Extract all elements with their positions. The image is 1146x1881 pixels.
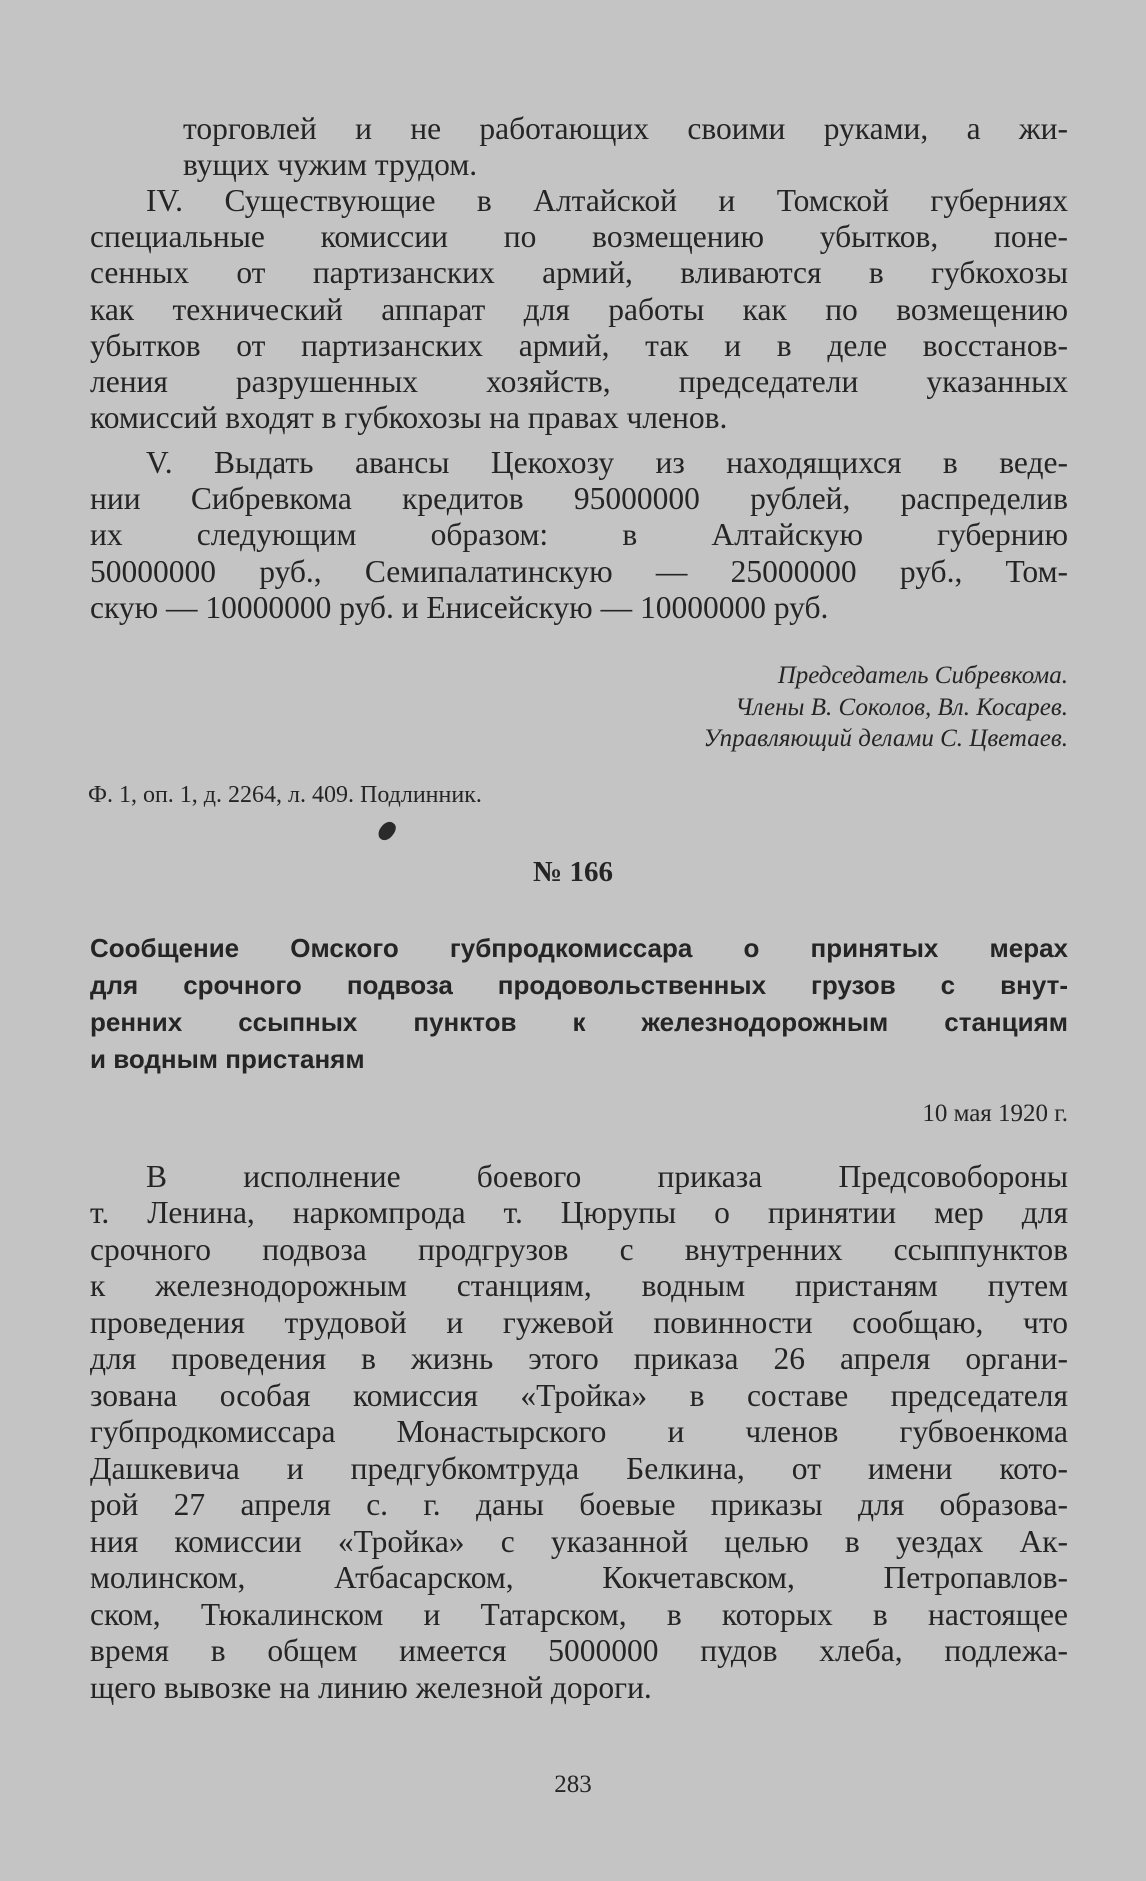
text-line: Дашкевича и предгубкомтруда Белкина, от имени кото- xyxy=(90,1451,1068,1486)
text-line: зована особая комиссия «Тройка» в составе председателя xyxy=(90,1378,1068,1413)
text-line: рой 27 апреля с. г. даны боевые приказы для образова- xyxy=(90,1487,1068,1522)
text-line: комиссий входят в губкохозы на правах членов. xyxy=(90,400,728,435)
document-date: 10 мая 1920 г. xyxy=(922,1100,1068,1127)
heading-line: ренних ссыпных пунктов к железнодорожным станциям xyxy=(90,1007,1068,1037)
text-line: скую — 10000000 руб. и Енисейскую — 10000000 руб. xyxy=(90,590,829,625)
text-line: время в общем имеется 5000000 пудов хлеба, подлежа- xyxy=(90,1633,1068,1668)
heading-line: Сообщение Омского губпродкомиссара о принятых мерах xyxy=(90,933,1068,963)
page-number: 283 xyxy=(554,1771,592,1798)
text-line: ления разрушенных хозяйств, председатели указанных xyxy=(90,364,1068,399)
text-line: к железнодорожным станциям, водным пристаням путем xyxy=(90,1268,1068,1303)
text-line: сенных от партизанских армий, вливаются в губкохозы xyxy=(90,255,1068,290)
text-line: вущих чужим трудом. xyxy=(183,147,478,182)
text-line: проведения трудовой и гужевой повинности сообщаю, что xyxy=(90,1305,1068,1340)
signature-line: Председатель Сибревкома. xyxy=(777,662,1068,689)
text-line: ния комиссии «Тройка» с указанной целью в уездах Ак- xyxy=(90,1524,1068,1559)
heading-line: и водным пристаням xyxy=(90,1044,365,1074)
text-line: губпродкомиссара Монастырского и членов губвоенкома xyxy=(90,1414,1068,1449)
text-line: молинском, Атбасарском, Кокчетавском, Петропавлов- xyxy=(90,1560,1068,1595)
text-line: ском, Тюкалинском и Татарском, в которых в настоящее xyxy=(90,1597,1068,1632)
heading-line: для срочного подвоза продовольственных грузов с внут- xyxy=(90,970,1068,1000)
text-line: специальные комиссии по возмещению убытков, поне- xyxy=(90,219,1068,254)
text-line: срочного подвоза продгрузов с внутренних ссыппунктов xyxy=(90,1232,1068,1267)
document-number: № 166 xyxy=(533,856,613,888)
text-line: торговлей и не работающих своими руками, а жи- xyxy=(183,111,1068,146)
text-line: щего вывозке на линию железной дороги. xyxy=(90,1670,652,1705)
text-line: как технический аппарат для работы как по возмещению xyxy=(90,292,1068,327)
text-line: для проведения в жизнь этого приказа 26 апреля органи- xyxy=(90,1341,1068,1376)
ink-blot xyxy=(376,819,399,843)
text-line: V. Выдать авансы Цекохозу из находящихся в веде- xyxy=(146,445,1068,480)
signature-line: Члены В. Соколов, Вл. Косарев. xyxy=(735,694,1068,721)
text-line: т. Ленина, наркомпрода т. Цюрупы о принятии мер для xyxy=(90,1195,1068,1230)
text-line: нии Сибревкома кредитов 95000000 рублей, распределив xyxy=(90,481,1068,516)
archive-reference: Ф. 1, оп. 1, д. 2264, л. 409. Подлинник. xyxy=(88,782,482,808)
text-line: В исполнение боевого приказа Предсовобороны xyxy=(146,1159,1068,1194)
signature-line: Управляющий делами С. Цветаев. xyxy=(703,725,1068,752)
text-line: 50000000 руб., Семипалатинскую — 25000000 руб., Том- xyxy=(90,554,1068,589)
text-line: их следующим образом: в Алтайскую губернию xyxy=(90,517,1068,552)
text-line: IV. Существующие в Алтайской и Томской губерниях xyxy=(146,183,1068,218)
text-line: убытков от партизанских армий, так и в деле восстанов- xyxy=(90,328,1068,363)
